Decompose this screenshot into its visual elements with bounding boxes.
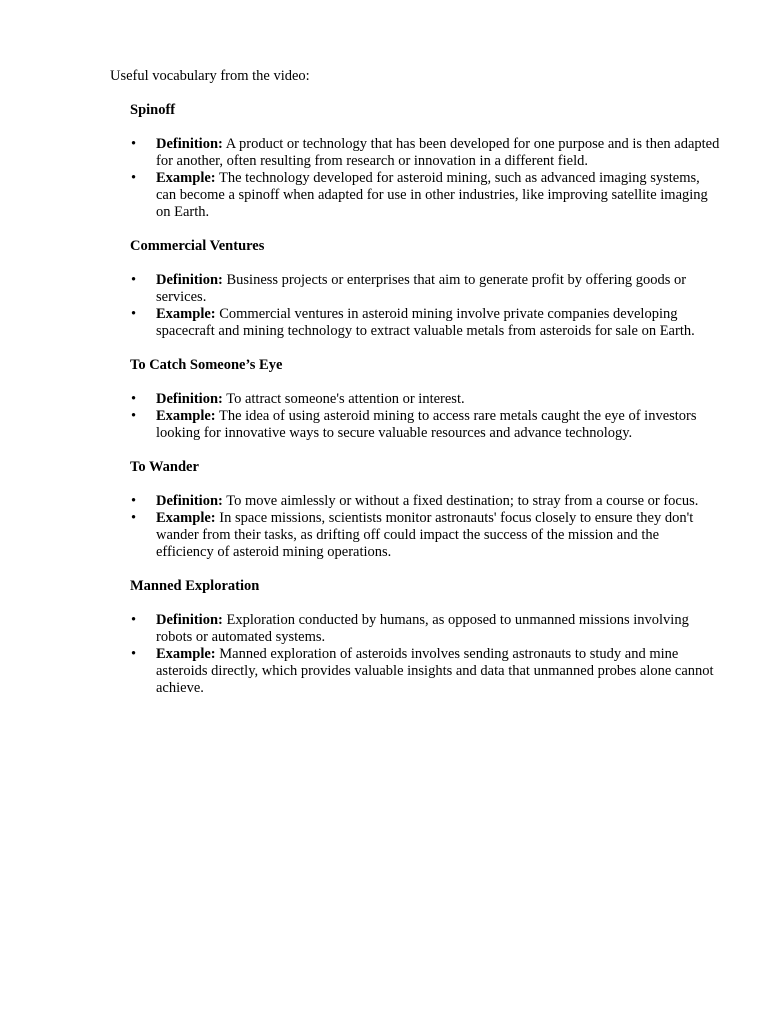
vocab-details <box>130 391 720 442</box>
bullet-icon: • <box>131 272 137 288</box>
vocab-details <box>130 136 720 221</box>
definition-label: Definition: <box>156 136 223 152</box>
vocab-term: Spinoff <box>130 102 176 118</box>
vocab-term: Manned Exploration <box>130 578 260 594</box>
example-label: Example: <box>156 170 216 186</box>
vocab-term: To Catch Someone’s Eye <box>130 357 283 373</box>
definition-item <box>130 272 720 306</box>
bullet-icon: • <box>131 408 137 424</box>
bullet-icon: • <box>131 510 137 526</box>
example-text: Commercial ventures in asteroid mining involve private companies developing spacecraft and mining technology to extract valuable metals from asteroids for sale on Earth. <box>156 306 695 339</box>
vocab-term: Commercial Ventures <box>130 238 265 254</box>
example-item <box>130 510 720 561</box>
bullet-icon: • <box>131 612 137 628</box>
definition-item <box>130 493 720 510</box>
definition-label: Definition: <box>156 391 223 407</box>
vocab-details <box>130 493 720 561</box>
example-text: Manned exploration of asteroids involves sending astronauts to study and mine asteroids directly, which provides valuable insights and data that unmanned probes alone cannot achieve. <box>156 646 714 696</box>
bullet-icon: • <box>131 391 137 407</box>
example-text: In space missions, scientists monitor astronauts' focus closely to ensure they don't wander from their tasks, as drifting off could impact the success of the mission and the efficiency of asteroid mining operations. <box>156 510 694 560</box>
definition-item <box>130 136 720 170</box>
example-item <box>130 408 720 442</box>
example-item <box>130 646 720 697</box>
intro-text: Useful vocabulary from the video: <box>110 68 310 84</box>
bullet-icon: • <box>131 170 137 186</box>
vocab-entry-spinoff <box>130 102 720 221</box>
example-item <box>130 170 720 221</box>
example-item <box>130 306 720 340</box>
bullet-icon: • <box>131 646 137 662</box>
vocabulary-list <box>130 102 720 714</box>
definition-item <box>130 391 720 408</box>
vocab-details <box>130 612 720 697</box>
definition-text: To move aimlessly or without a fixed destination; to stray from a course or focus. <box>226 493 699 509</box>
example-text: The technology developed for asteroid mining, such as advanced imaging systems, can become a spinoff when adapted for use in other industries, like improving satellite imaging on Earth. <box>156 170 708 220</box>
definition-text: To attract someone's attention or interest. <box>226 391 465 407</box>
definition-label: Definition: <box>156 272 223 288</box>
definition-text: Business projects or enterprises that aim to generate profit by offering goods or services. <box>156 272 687 305</box>
vocab-entry-manned-exploration <box>130 578 720 697</box>
example-label: Example: <box>156 408 216 424</box>
vocab-term: To Wander <box>130 459 199 475</box>
example-text: The idea of using asteroid mining to access rare metals caught the eye of investors looking for innovative ways to secure valuable resources and advance technology. <box>156 408 697 441</box>
vocab-entry-to-wander <box>130 459 720 561</box>
vocab-details <box>130 272 720 340</box>
bullet-icon: • <box>131 306 137 322</box>
definition-text: A product or technology that has been developed for one purpose and is then adapted for another, often resulting from research or innovation in a different field. <box>156 136 720 169</box>
definition-label: Definition: <box>156 493 223 509</box>
bullet-icon: • <box>131 136 137 152</box>
vocab-entry-catch-someones-eye <box>130 357 720 442</box>
bullet-icon: • <box>131 493 137 509</box>
vocab-entry-commercial-ventures <box>130 238 720 340</box>
example-label: Example: <box>156 306 216 322</box>
example-label: Example: <box>156 646 216 662</box>
definition-label: Definition: <box>156 612 223 628</box>
definition-item <box>130 612 720 646</box>
example-label: Example: <box>156 510 216 526</box>
definition-text: Exploration conducted by humans, as opposed to unmanned missions involving robots or automated systems. <box>156 612 689 645</box>
